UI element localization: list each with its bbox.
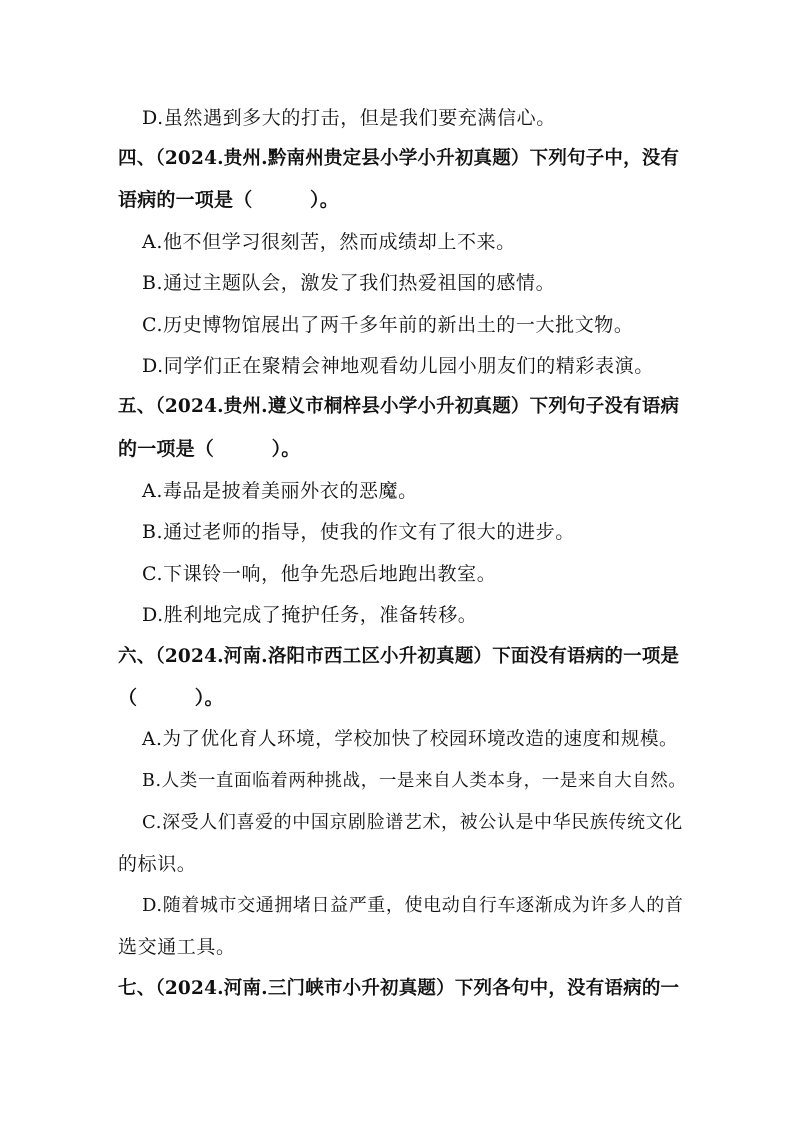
- q6-option-b: B.人类一直面临着两种挑战，一是来自人类本身，一是来自大自然。: [142, 771, 687, 791]
- q5-option-a: A.毒品是披着美丽外衣的恶魔。: [142, 480, 418, 502]
- q7-title-line1: 七、（2024.河南.三门峡市小升初真题）下列各句中，没有语病的一: [118, 978, 680, 999]
- q5-title-line1: 五、（2024.贵州.遵义市桐梓县小学小升初真题）下列句子没有语病: [118, 396, 680, 417]
- q4-option-b: B.通过主题队会，激发了我们热爱祖国的感情。: [142, 272, 556, 294]
- q6-title-line1: 六、（2024.河南.洛阳市西工区小升初真题）下面没有语病的一项是: [118, 646, 680, 667]
- q6-option-d-line1: D.随着城市交通拥堵日益严重，使电动自行车逐渐成为许多人的首: [142, 895, 684, 916]
- q6-option-c-line1: C.深受人们喜爱的中国京剧脸谱艺术，被公认是中华民族传统文化: [142, 812, 683, 833]
- q4-option-a: A.他不但学习很刻苦，然而成绩却上不来。: [142, 231, 516, 253]
- q4-title-line2: 语病的一项是（ ）。: [118, 189, 339, 211]
- q5-option-d: D.胜利地完成了掩护任务，准备转移。: [142, 604, 478, 626]
- q5-title-line2: 的一项是（ ）。: [118, 438, 301, 460]
- q5-option-c: C.下课铃一响，他争先恐后地跑出教室。: [142, 563, 497, 585]
- q4-option-c: C.历史博物馆展出了两千多年前的新出土的一大批文物。: [142, 314, 634, 336]
- q6-option-c-line2: 的标识。: [118, 853, 197, 875]
- q5-option-b: B.通过老师的指导，使我的作文有了很大的进步。: [142, 521, 575, 543]
- q6-title-line2: （ ）。: [118, 687, 224, 709]
- q4-title-line1: 四、（2024.贵州.黔南州贵定县小学小升初真题）下列句子中，没有: [118, 148, 680, 169]
- q6-option-a: A.为了优化育人环境，学校加快了校园环境改造的速度和规模。: [142, 729, 679, 750]
- q4-option-d: D.同学们正在聚精会神地观看幼儿园小朋友们的精彩表演。: [142, 355, 654, 377]
- q6-option-d-line2: 选交通工具。: [118, 936, 236, 958]
- q3-option-d: D.虽然遇到多大的打击，但是我们要充满信心。: [142, 107, 556, 129]
